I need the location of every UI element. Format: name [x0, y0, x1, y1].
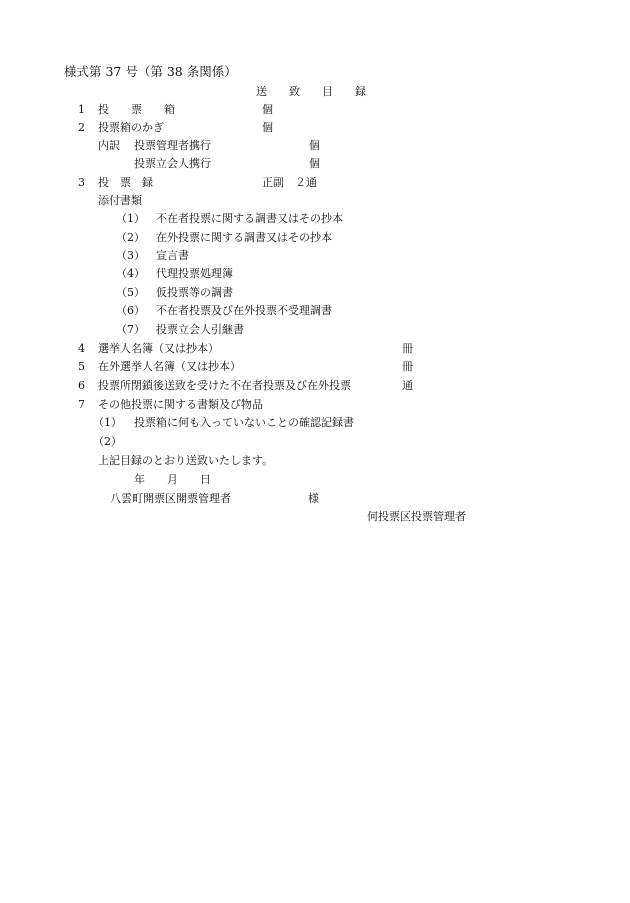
form-number: 様式第 37 号（第 38 条関係） — [64, 64, 237, 79]
item-2-sub-1-label: 投票管理者携行 — [134, 139, 211, 152]
item-3-quantity: 正副 ２通 — [262, 176, 317, 189]
item-6-quantity: 通 — [402, 379, 413, 392]
attachment-text: 不在者投票に関する調書又はその抄本 — [156, 212, 343, 225]
item-2-breakdown-label: 内訳 — [98, 139, 120, 152]
sender-title: 何投票区投票管理者 — [367, 510, 466, 523]
item-5-number: 5 — [78, 360, 85, 373]
item-5-label: 在外選挙人名簿（又は抄本） — [98, 360, 241, 373]
item-6-label: 投票所閉鎖後送致を受けた不在者投票及び在外投票 — [98, 379, 351, 392]
item-1-label: 投 票 箱 — [98, 103, 175, 116]
recipient-title: 八雲町開票区開票管理者 — [110, 492, 231, 505]
attachment-number: （2） — [116, 231, 145, 244]
item-1-quantity: 個 — [262, 103, 273, 116]
item-2-number: 2 — [78, 121, 85, 134]
recipient-honorific: 様 — [308, 492, 319, 505]
item-2-sub-2-quantity: 個 — [309, 157, 320, 170]
attachment-text: 仮投票等の調書 — [156, 286, 233, 299]
attachment-text: 不在者投票及び在外投票不受理調書 — [156, 304, 332, 317]
item-7-sub-number: （1） — [93, 416, 122, 429]
date-line: 年 月 日 — [134, 473, 211, 486]
attachment-text: 在外投票に関する調書又はその抄本 — [156, 231, 332, 244]
item-2-quantity: 個 — [262, 121, 273, 134]
item-1-number: 1 — [78, 103, 85, 116]
attachment-text: 代理投票処理簿 — [156, 267, 233, 280]
attachment-number: （4） — [116, 267, 145, 280]
item-7-sub-text: 投票箱に何も入っていないことの確認記録書 — [134, 416, 354, 429]
attachment-text: 投票立会人引継書 — [156, 323, 244, 336]
item-3-attachments-label: 添付書類 — [98, 194, 142, 207]
item-2-label: 投票箱のかぎ — [98, 121, 164, 134]
item-3-label: 投 票 録 — [98, 176, 153, 189]
attachment-number: （3） — [116, 249, 145, 262]
attachment-number: （1） — [116, 212, 145, 225]
closing-statement: 上記目録のとおり送致いたします。 — [98, 454, 274, 467]
item-6-number: 6 — [78, 379, 85, 392]
attachment-number: （6） — [116, 304, 145, 317]
item-4-quantity: 冊 — [402, 342, 413, 355]
item-4-number: 4 — [78, 342, 85, 355]
item-4-label: 選挙人名簿（又は抄本） — [98, 342, 219, 355]
item-3-number: 3 — [78, 176, 85, 189]
item-2-sub-2-label: 投票立会人携行 — [134, 157, 211, 170]
attachment-number: （7） — [116, 323, 145, 336]
item-2-sub-1-quantity: 個 — [309, 139, 320, 152]
attachment-number: （5） — [116, 286, 145, 299]
item-7-label: その他投票に関する書類及び物品 — [98, 398, 263, 411]
attachment-text: 宣言書 — [156, 249, 189, 262]
item-7-sub-number: （2） — [93, 435, 122, 448]
document-heading: 送 致 目 録 — [256, 85, 366, 98]
item-7-number: 7 — [78, 398, 85, 411]
item-5-quantity: 冊 — [402, 360, 413, 373]
